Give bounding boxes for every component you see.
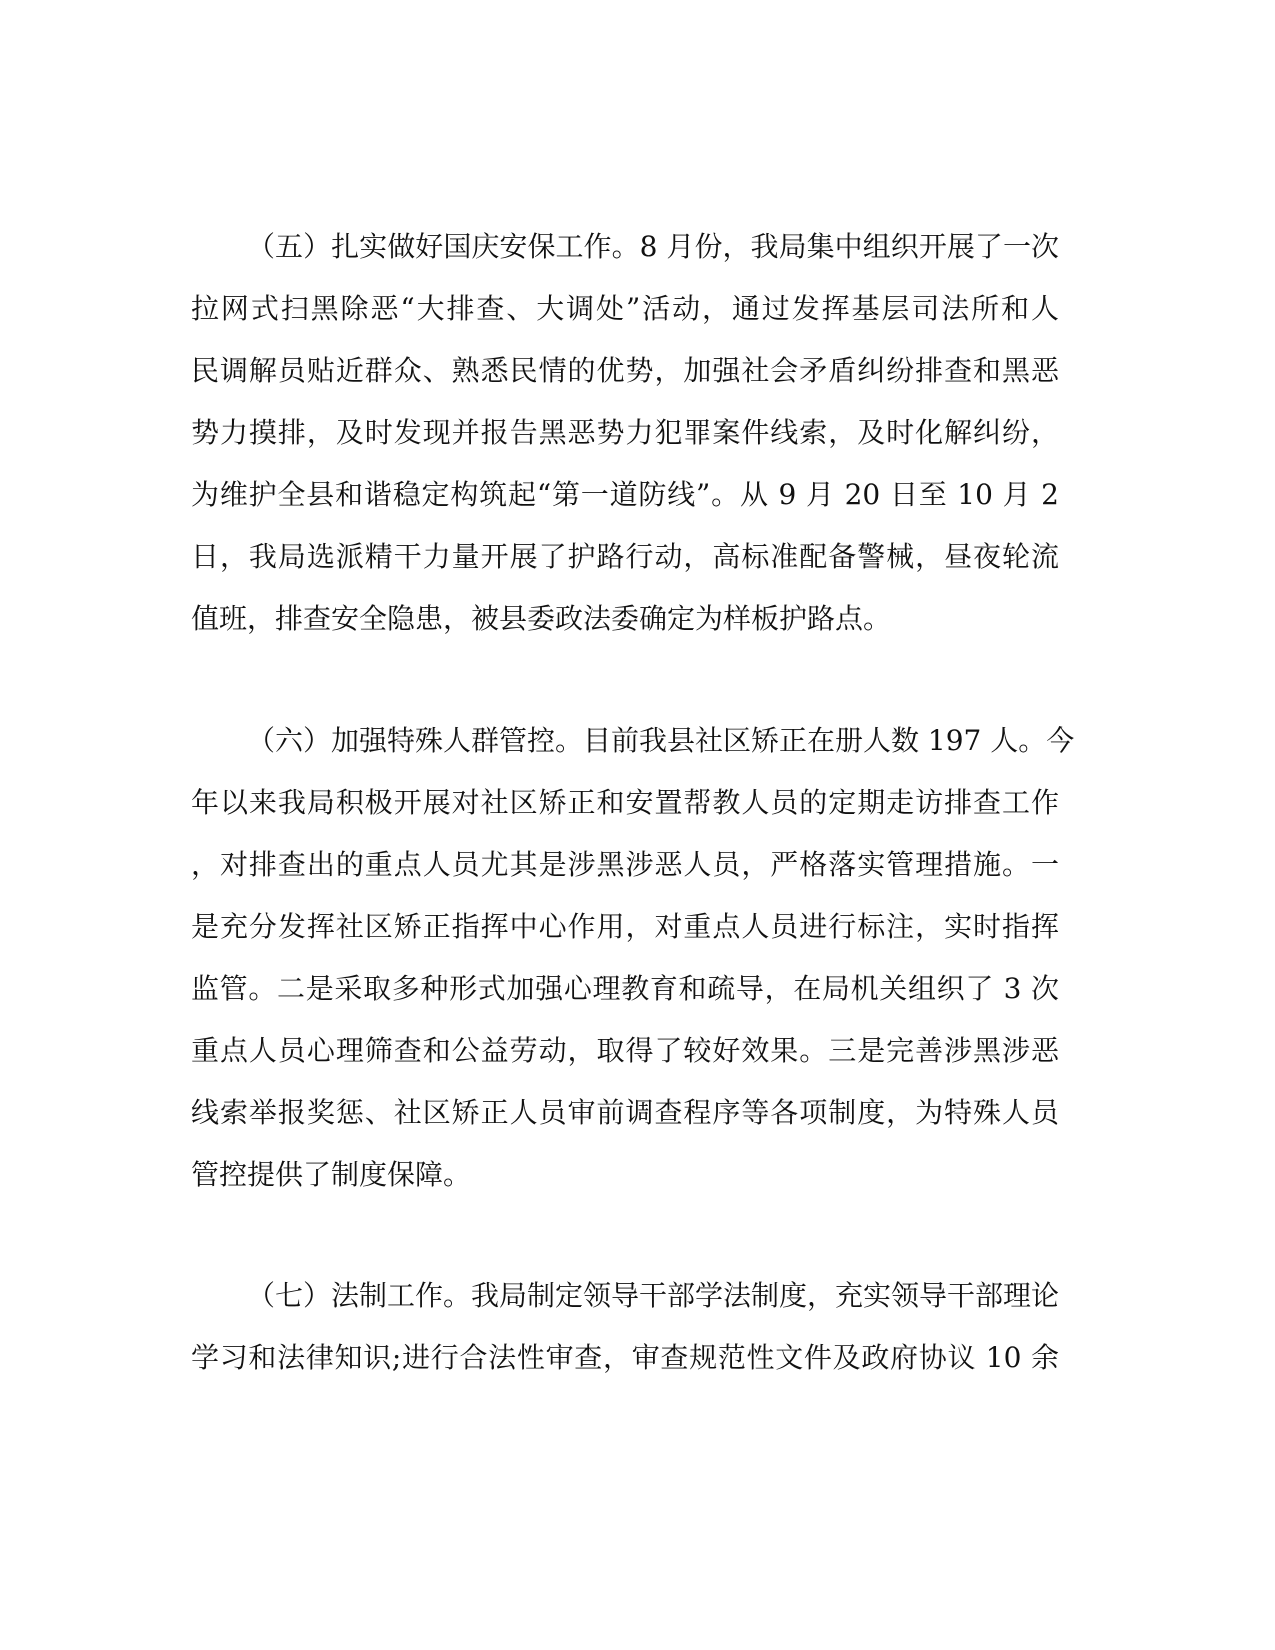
- paragraph-line: ，对排查出的重点人员尤其是涉黑涉恶人员，严格落实管理措施。一: [191, 848, 1059, 881]
- paragraph-6: [191, 710, 1075, 1206]
- paragraph-line: （五）扎实做好国庆安保工作。8 月份，我局集中组织开展了一次: [247, 230, 1059, 263]
- paragraph-7: [191, 1265, 1059, 1389]
- paragraph-line: 学习和法律知识;进行合法性审查，审查规范性文件及政府协议 10 余: [191, 1341, 1059, 1374]
- paragraph-line: （七）法制工作。我局制定领导干部学法制度，充实领导干部理论: [247, 1279, 1060, 1312]
- paragraph-line: 年以来我局积极开展对社区矫正和安置帮教人员的定期走访排查工作: [191, 786, 1059, 819]
- paragraph-line: 是充分发挥社区矫正指挥中心作用，对重点人员进行标注，实时指挥: [191, 910, 1059, 943]
- paragraph-5: [191, 216, 1059, 650]
- paragraph-line: 值班，排查安全隐患，被县委政法委确定为样板护路点。: [191, 602, 892, 635]
- paragraph-line: 日，我局选派精干力量开展了护路行动，高标准配备警械，昼夜轮流: [191, 540, 1059, 573]
- paragraph-line: 监管。二是采取多种形式加强心理教育和疏导，在局机关组织了 3 次: [191, 972, 1059, 1005]
- paragraph-line: 拉网式扫黑除恶“大排查、大调处”活动，通过发挥基层司法所和人: [191, 292, 1059, 325]
- paragraph-line: 民调解员贴近群众、熟悉民情的优势，加强社会矛盾纠纷排查和黑恶: [191, 354, 1059, 387]
- paragraph-line: 重点人员心理筛查和公益劳动，取得了较好效果。三是完善涉黑涉恶: [191, 1034, 1059, 1067]
- paragraph-line: 线索举报奖惩、社区矫正人员审前调查程序等各项制度，为特殊人员: [191, 1096, 1059, 1129]
- paragraph-line: 管控提供了制度保障。: [191, 1158, 472, 1191]
- paragraph-line: 为维护全县和谐稳定构筑起“第一道防线”。从 9 月 20 日至 10 月 2: [191, 478, 1059, 511]
- paragraph-line: 势力摸排，及时发现并报告黑恶势力犯罪案件线索，及时化解纠纷，: [191, 416, 1059, 449]
- paragraph-line: （六）加强特殊人群管控。目前我县社区矫正在册人数 197 人。今: [247, 724, 1075, 757]
